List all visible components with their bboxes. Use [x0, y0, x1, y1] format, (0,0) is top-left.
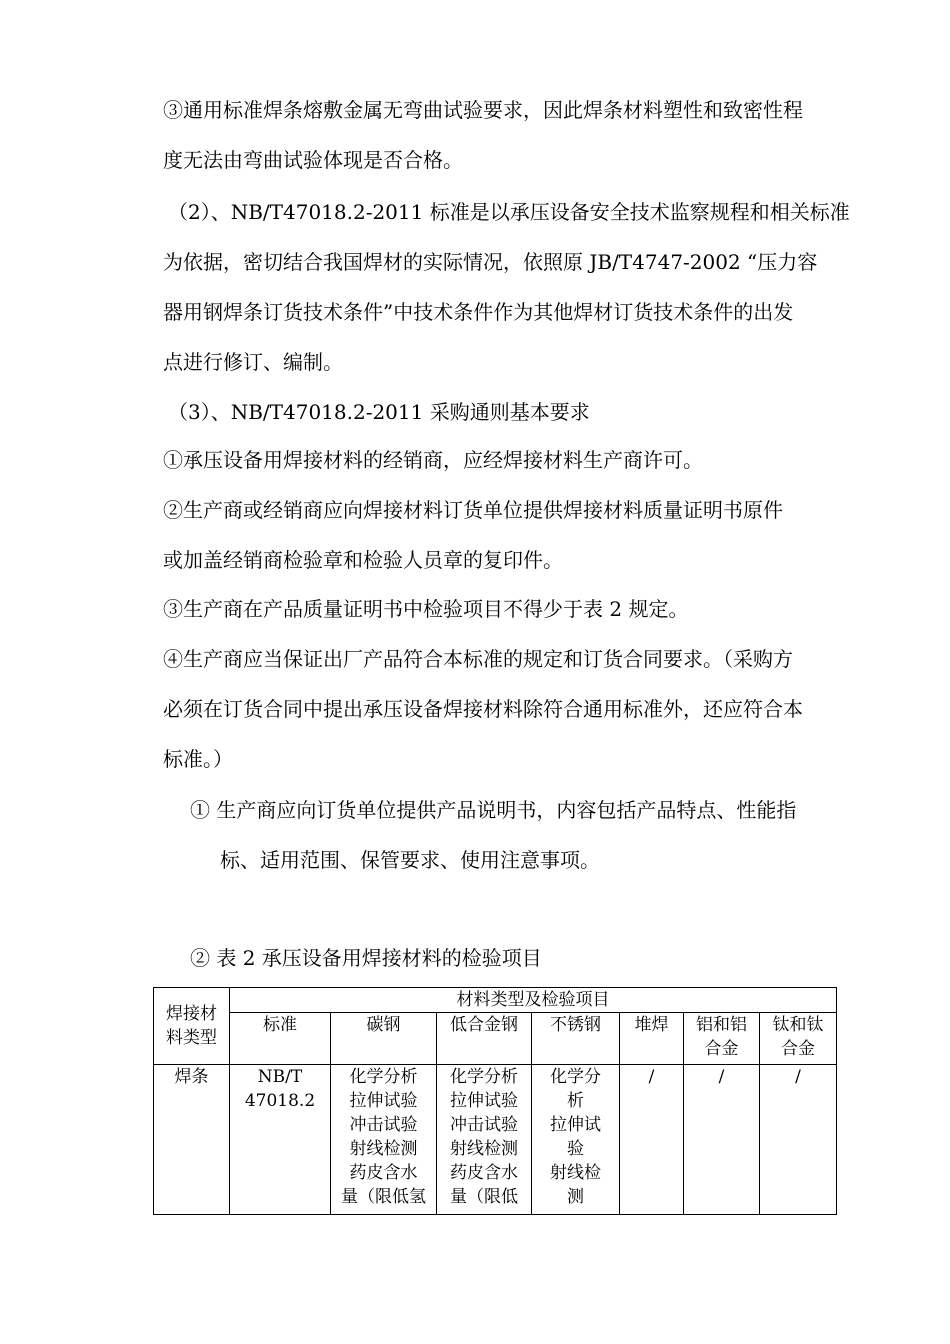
paragraph-line: 为依据，密切结合我国焊材的实际情况，依照原 JB/T4747-2002 “压力容 [163, 250, 818, 274]
cell-low-alloy [437, 1065, 532, 1215]
paragraph-line: 器用钢焊条订货技术条件”中技术条件作为其他焊材订货技术条件的出发 [163, 300, 794, 324]
paragraph-line: 标准。） [163, 747, 233, 771]
paragraph-line: ②生产商或经销商应向焊接材料订货单位提供焊接材料质量证明书原件 [163, 498, 783, 522]
header-overlay: 堆焊 [620, 1013, 684, 1065]
table-header-row-1 [154, 988, 837, 1013]
cell-text: 析 [567, 1091, 584, 1111]
cell-aluminum: / [684, 1065, 760, 1215]
cell-text: 射线检测 [450, 1139, 518, 1159]
cell-text: 量（限低氢 [341, 1187, 426, 1207]
header-low-alloy: 低合金钢 [437, 1013, 532, 1065]
header-aluminum [684, 1013, 760, 1065]
header-material-type [154, 988, 230, 1065]
cell-standard [230, 1065, 331, 1215]
header-text: 料类型 [166, 1028, 217, 1048]
cell-text: 47018.2 [244, 1091, 316, 1111]
header-text: 钛和钛 [772, 1015, 824, 1035]
list-item: 标、适用范围、保管要求、使用注意事项。 [220, 848, 600, 872]
cell-text: 射线检测 [349, 1139, 418, 1159]
cell-text: 验 [567, 1139, 584, 1159]
paragraph-line: 必须在订货合同中提出承压设备焊接材料除符合通用标准外，还应符合本 [163, 697, 803, 721]
paragraph-line: （3）、NB/T47018.2-2011 采购通则基本要求 [168, 400, 590, 424]
cell-type: 焊条 [154, 1065, 230, 1215]
cell-text: 量（限低 [450, 1187, 518, 1207]
paragraph-line: 点进行修订、编制。 [163, 350, 343, 374]
header-standard: 标准 [230, 1013, 331, 1065]
paragraph-line: ③通用标准焊条熔敷金属无弯曲试验要求，因此焊条材料塑性和致密性程 [163, 98, 803, 122]
list-item: ① 生产商应向订货单位提供产品说明书，内容包括产品特点、性能指 [190, 798, 797, 822]
header-text: 合金 [704, 1039, 739, 1059]
paragraph-line: ④生产商应当保证出厂产品符合本标准的规定和订货合同要求。（采购方 [163, 647, 793, 671]
header-titanium [760, 1013, 837, 1065]
cell-text: 测 [567, 1187, 584, 1207]
table-title: ② 表 2 承压设备用焊接材料的检验项目 [190, 946, 542, 970]
cell-carbon [331, 1065, 437, 1215]
cell-text: 拉伸试验 [349, 1091, 418, 1111]
cell-text: 药皮含水 [450, 1163, 518, 1183]
cell-text: NB/T [257, 1067, 303, 1087]
header-text: 合金 [781, 1039, 816, 1059]
header-text: 铝和铝 [696, 1015, 747, 1035]
header-stainless: 不锈钢 [532, 1013, 620, 1065]
cell-text: 拉伸试 [550, 1115, 601, 1135]
cell-text: 射线检 [550, 1163, 601, 1183]
paragraph-line: ③生产商在产品质量证明书中检验项目不得少于表 2 规定。 [163, 597, 689, 621]
paragraph-line: ①承压设备用焊接材料的经销商，应经焊接材料生产商许可。 [163, 448, 703, 472]
inspection-table [153, 987, 837, 1215]
cell-text: 化学分析 [450, 1067, 518, 1087]
paragraph-line: （2）、NB/T47018.2-2011 标准是以承压设备安全技术监察规程和相关标准 [168, 200, 850, 224]
cell-overlay: / [620, 1065, 684, 1215]
header-carbon: 碳钢 [331, 1013, 437, 1065]
paragraph-line: 或加盖经销商检验章和检验人员章的复印件。 [163, 548, 563, 572]
table-header-row-2 [154, 1013, 837, 1065]
cell-titanium: / [760, 1065, 837, 1215]
paragraph-line: 度无法由弯曲试验体现是否合格。 [163, 148, 463, 172]
cell-text: 冲击试验 [450, 1115, 518, 1135]
header-group: 材料类型及检验项目 [230, 988, 837, 1013]
header-text: 焊接材 [166, 1004, 217, 1024]
cell-text: 化学分析 [349, 1067, 418, 1087]
cell-stainless [532, 1065, 620, 1215]
cell-text: 拉伸试验 [450, 1091, 518, 1111]
cell-text: 化学分 [550, 1067, 601, 1087]
cell-text: 药皮含水 [349, 1163, 418, 1183]
table-row [154, 1065, 837, 1215]
cell-text: 冲击试验 [349, 1115, 418, 1135]
